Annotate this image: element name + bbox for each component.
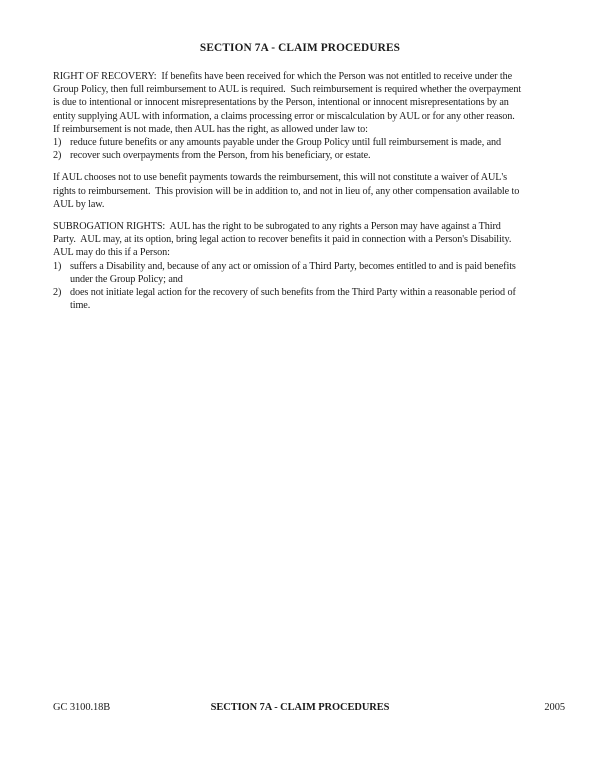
paragraph-line: Party. AUL may, at its option, bring legal action to recover benefits it paid in connection with a Person's Disability. xyxy=(53,234,512,246)
list-item-line: does not initiate legal action for the recovery of such benefits from the Third Party within a reasonable period of xyxy=(70,287,516,299)
paragraph-line: AUL by law. xyxy=(53,198,105,210)
paragraph-line: is due to intentional or innocent misrepresentations by the Person, intentional or innocent misrepresentations by an xyxy=(53,97,509,109)
list-item-line: reduce future benefits or any amounts payable under the Group Policy until full reimbursement is made, and xyxy=(70,137,502,149)
list-item-line: time. xyxy=(70,300,91,312)
page-footer xyxy=(0,702,600,713)
footer-form-number: GC 3100.18B xyxy=(53,702,111,713)
paragraph-line: If reimbursement is not made, then AUL has the right, as allowed under law to: xyxy=(53,123,368,135)
subrogation-numbered-list xyxy=(53,260,573,313)
list-item-line: under the Group Policy; and xyxy=(70,273,183,285)
list-item-text xyxy=(70,286,573,312)
paragraph-line: rights to reimbursement. This provision will be in addition to, and not in lieu of, any other compensation available to xyxy=(53,185,520,197)
list-item-line: recover such overpayments from the Person, from his beneficiary, or estate. xyxy=(70,150,371,162)
paragraph-line: entity supplying AUL with information, a claims processing error or miscalculation by AUL or for any other reason. xyxy=(53,110,515,122)
paragraph-line: AUL may do this if a Person: xyxy=(53,247,170,259)
paragraph-waiver xyxy=(53,171,573,211)
recovery-numbered-list xyxy=(53,136,573,162)
list-item-text xyxy=(70,136,573,149)
list-item-text xyxy=(70,260,573,286)
list-item-number: 1) xyxy=(53,260,62,272)
paragraph-line: Group Policy, then full reimbursement to AUL is required. Such reimbursement is required whether the overpayment xyxy=(53,84,522,96)
list-item-text xyxy=(70,149,573,162)
paragraph-line: If AUL chooses not to use benefit payments towards the reimbursement, this will not constitute a waiver of AUL's xyxy=(53,172,507,184)
list-item-number: 1) xyxy=(53,137,62,149)
document-body xyxy=(53,70,573,312)
list-item-number: 2) xyxy=(53,287,62,299)
footer-year: 2005 xyxy=(544,702,565,713)
paragraph-right-of-recovery xyxy=(53,70,573,136)
list-item xyxy=(53,149,573,162)
list-item xyxy=(53,136,573,149)
footer-section-title: SECTION 7A - CLAIM PROCEDURES xyxy=(210,702,390,713)
paragraph-line: RIGHT OF RECOVERY: If benefits have been received for which the Person was not entitled to receive under the xyxy=(53,71,513,82)
list-item-line: suffers a Disability and, because of any act or omission of a Third Party, becomes entitled to and is paid benefits xyxy=(70,260,516,272)
list-item xyxy=(53,286,573,312)
document-title: SECTION 7A - CLAIM PROCEDURES xyxy=(199,42,401,54)
paragraph-subrogation-rights xyxy=(53,220,573,260)
list-item-number: 2) xyxy=(53,150,62,162)
paragraph-line: SUBROGATION RIGHTS: AUL has the right to be subrogated to any rights a Person may have against a Third xyxy=(53,221,501,233)
list-item xyxy=(53,260,573,286)
